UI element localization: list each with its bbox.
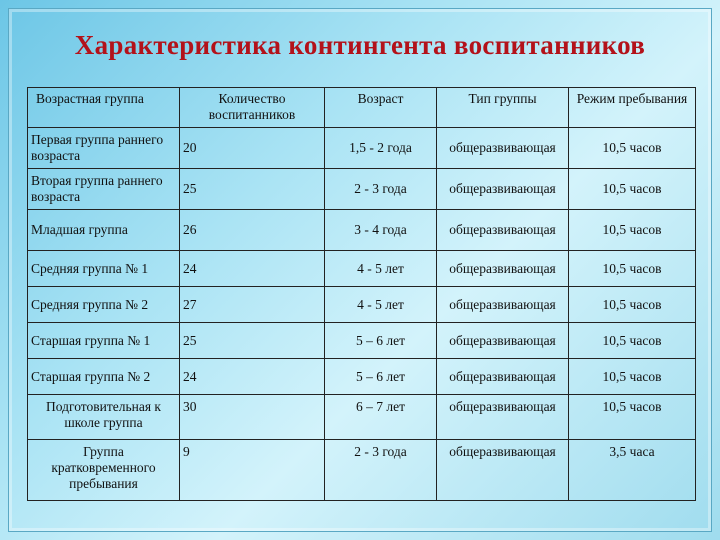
cell-group-name: Младшая группа	[28, 210, 180, 251]
cell-count: 25	[180, 323, 325, 359]
cell-group-type: общеразвивающая	[437, 287, 569, 323]
header-age: Возраст	[325, 88, 437, 128]
cell-count: 26	[180, 210, 325, 251]
cell-group-name: Вторая группа раннего возраста	[28, 169, 180, 210]
header-stay-mode: Режим пребывания	[569, 88, 696, 128]
cell-group-type: общеразвивающая	[437, 169, 569, 210]
cell-stay-mode: 10,5 часов	[569, 128, 696, 169]
cell-stay-mode: 10,5 часов	[569, 169, 696, 210]
cell-stay-mode: 3,5 часа	[569, 440, 696, 501]
cell-group-type: общеразвивающая	[437, 323, 569, 359]
table-row	[28, 323, 696, 359]
cell-count: 27	[180, 287, 325, 323]
header-pupil-count: Количество воспитанников	[180, 88, 325, 128]
cell-count: 25	[180, 169, 325, 210]
cell-age: 6 – 7 лет	[325, 395, 437, 440]
table-row	[28, 395, 696, 440]
cell-group-type: общеразвивающая	[437, 359, 569, 395]
cell-count: 30	[180, 395, 325, 440]
cell-age: 4 - 5 лет	[325, 251, 437, 287]
cell-count: 24	[180, 359, 325, 395]
cell-group-type: общеразвивающая	[437, 210, 569, 251]
cell-age: 5 – 6 лет	[325, 323, 437, 359]
cell-age: 3 - 4 года	[325, 210, 437, 251]
cell-group-name: Старшая группа № 2	[28, 359, 180, 395]
cell-stay-mode: 10,5 часов	[569, 287, 696, 323]
cell-stay-mode: 10,5 часов	[569, 251, 696, 287]
cell-count: 24	[180, 251, 325, 287]
table-row	[28, 287, 696, 323]
cell-group-name: Средняя группа № 1	[28, 251, 180, 287]
cell-age: 1,5 - 2 года	[325, 128, 437, 169]
cell-stay-mode: 10,5 часов	[569, 395, 696, 440]
cell-age: 2 - 3 года	[325, 169, 437, 210]
cell-stay-mode: 10,5 часов	[569, 210, 696, 251]
table-row	[28, 169, 696, 210]
cell-count: 9	[180, 440, 325, 501]
cell-group-name: Первая группа раннего возраста	[28, 128, 180, 169]
cell-stay-mode: 10,5 часов	[569, 323, 696, 359]
cell-group-type: общеразвивающая	[437, 128, 569, 169]
cell-age: 2 - 3 года	[325, 440, 437, 501]
cell-group-type: общеразвивающая	[437, 251, 569, 287]
cell-age: 4 - 5 лет	[325, 287, 437, 323]
table-header-row	[28, 88, 696, 128]
cell-group-type: общеразвивающая	[437, 395, 569, 440]
cell-group-name: Подготовительная к школе группа	[28, 395, 180, 440]
contingent-table	[27, 87, 696, 501]
cell-age: 5 – 6 лет	[325, 359, 437, 395]
cell-group-type: общеразвивающая	[437, 440, 569, 501]
cell-count: 20	[180, 128, 325, 169]
table-row	[28, 128, 696, 169]
cell-group-name: Группа кратковременного пребывания	[28, 440, 180, 501]
table-row	[28, 251, 696, 287]
cell-stay-mode: 10,5 часов	[569, 359, 696, 395]
table-row	[28, 440, 696, 501]
cell-group-name: Старшая группа № 1	[28, 323, 180, 359]
table-row	[28, 210, 696, 251]
header-age-group: Возрастная группа	[28, 88, 180, 128]
page-title: Характеристика контингента воспитанников	[74, 30, 646, 60]
cell-group-name: Средняя группа № 2	[28, 287, 180, 323]
table-row	[28, 359, 696, 395]
header-group-type: Тип группы	[437, 88, 569, 128]
